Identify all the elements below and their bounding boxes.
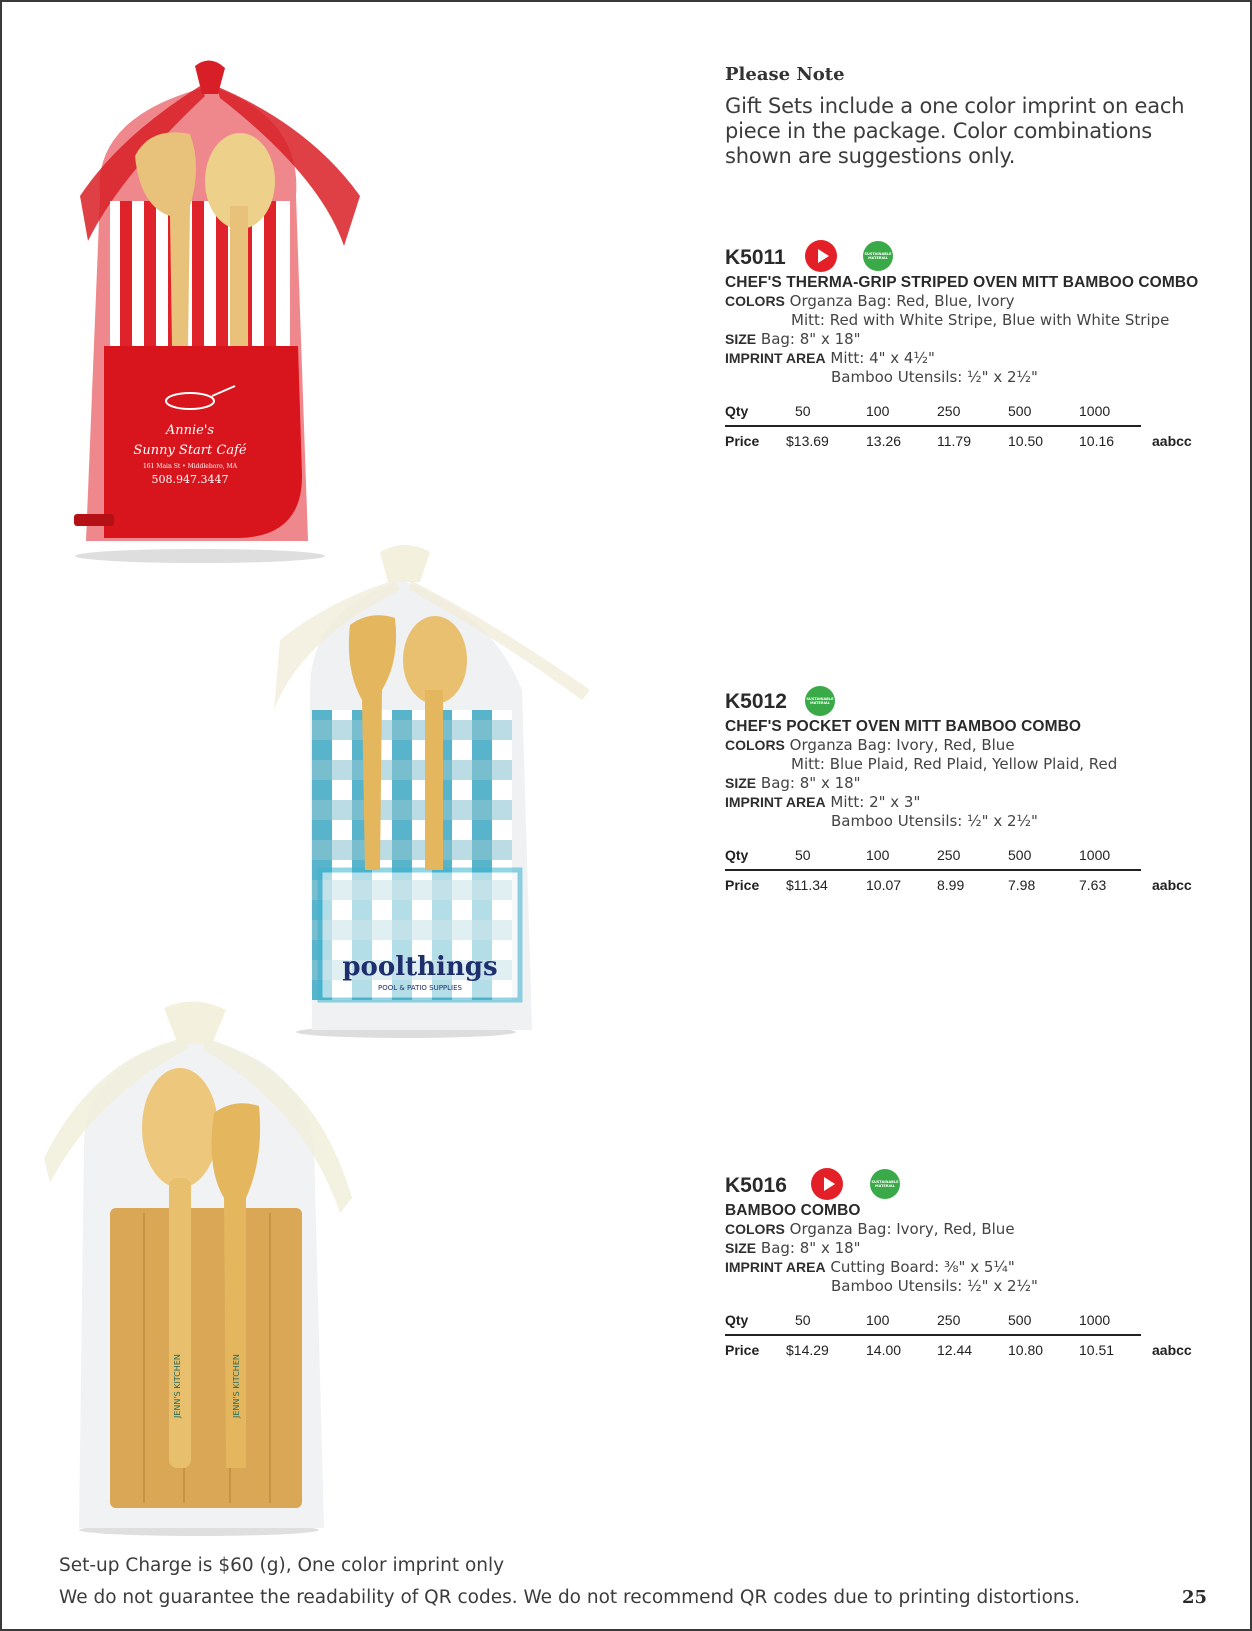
product-name: BAMBOO COMBO	[725, 1202, 861, 1219]
product-name: CHEF'S THERMA-GRIP STRIPED OVEN MITT BAMBOO COMBO	[725, 274, 1199, 291]
svg-text:508.947.3447: 508.947.3447	[151, 473, 229, 486]
page-number: 25	[1182, 1587, 1208, 1608]
sustainable-material-icon: SUSTAINABLE MATERIAL	[805, 686, 835, 716]
product-sku: K5016	[725, 1174, 787, 1197]
qr-code-disclaimer: We do not guarantee the readability of QR codes. We do not recommend QR codes due to printing distortions.	[59, 1587, 1081, 1608]
product-k5011	[725, 234, 1205, 455]
product-specs: COLORS Organza Bag: Ivory, Red, Blue Mitt: Blue Plaid, Red Plaid, Yellow Plaid, Red SIZE Bag: 8" x 18" IMPRINT AREA Mitt: 2" x 3" Bamboo Utensils: ½" x 2½"	[725, 736, 1118, 830]
product-k5012	[725, 678, 1205, 899]
note-title: Please Note	[725, 64, 845, 85]
product-sku: K5012	[725, 690, 787, 713]
svg-text:JENN'S KITCHEN: JENN'S KITCHEN	[173, 1354, 182, 1418]
product-name: CHEF'S POCKET OVEN MITT BAMBOO COMBO	[725, 718, 1082, 735]
svg-text:POOL & PATIO SUPPLIES: POOL & PATIO SUPPLIES	[378, 984, 462, 992]
note-body: Gift Sets include a one color imprint on each piece in the package. Color combinations shown are suggestions only.	[725, 94, 1185, 168]
price-table: Qty 50 100 250 500 1000 Price $14.29 14.00 12.44 10.80 10.51 aabcc	[725, 1312, 1192, 1358]
svg-text:JENN'S KITCHEN: JENN'S KITCHEN	[232, 1354, 241, 1418]
svg-text:Annie's: Annie's	[165, 423, 215, 438]
setup-charge-note: Set-up Charge is $60 (g), One color imprint only	[59, 1555, 505, 1576]
sustainable-material-icon: SUSTAINABLE MATERIAL	[870, 1169, 900, 1199]
price-table: Qty 50 100 250 500 1000 Price $11.34 10.07 8.99 7.98 7.63 aabcc	[725, 847, 1192, 893]
k5012-product-image	[270, 540, 610, 1040]
k5011-product-image	[40, 56, 380, 566]
product-specs: COLORS Organza Bag: Ivory, Red, Blue SIZE Bag: 8" x 18" IMPRINT AREA Cutting Board: ⅜" x 5¼" Bamboo Utensils: ½" x 2½"	[725, 1220, 1038, 1295]
product-sku: K5011	[725, 246, 786, 269]
sustainable-material-icon: SUSTAINABLE MATERIAL	[863, 241, 893, 271]
product-k5016	[725, 1162, 1205, 1364]
k5016-product-image	[34, 998, 374, 1538]
svg-text:Sunny Start Café: Sunny Start Café	[133, 443, 247, 458]
product-specs: COLORS Organza Bag: Red, Blue, Ivory Mitt: Red with White Stripe, Blue with White Stripe SIZE Bag: 8" x 18" IMPRINT AREA Mitt: 4" x 4½" Bamboo Utensils: ½" x 2½"	[725, 292, 1170, 386]
svg-text:poolthings: poolthings	[342, 952, 498, 982]
video-play-icon[interactable]	[805, 240, 837, 272]
svg-text:161 Main St • Middleboro, MA: 161 Main St • Middleboro, MA	[142, 463, 238, 470]
price-table: Qty 50 100 250 500 1000 Price $13.69 13.26 11.79 10.50 10.16 aabcc	[725, 403, 1192, 449]
video-play-icon[interactable]	[811, 1168, 843, 1200]
